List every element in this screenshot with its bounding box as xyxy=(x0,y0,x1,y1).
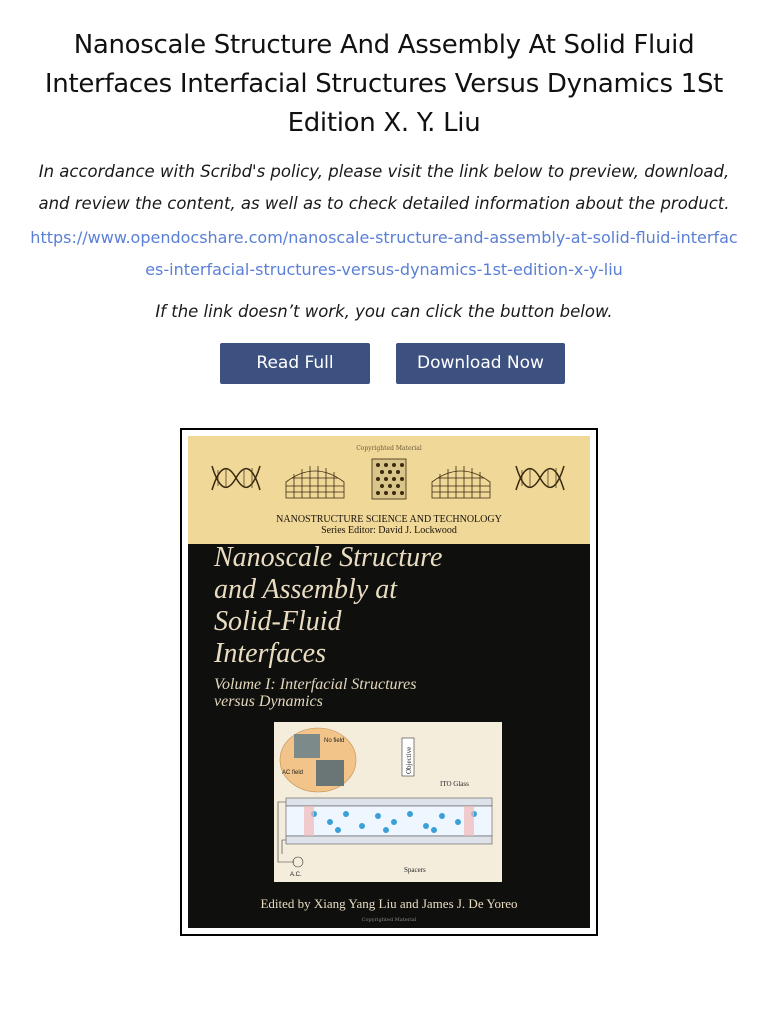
label-ac-field: AC field xyxy=(282,770,304,776)
fallback-notice: If the link doesn’t work, you can click the button below. xyxy=(155,302,613,321)
cover-copyright-bottom: Copyrighted Material xyxy=(361,917,417,923)
spacer-right xyxy=(464,806,474,836)
dna-helix-illustration-left xyxy=(210,458,262,498)
cover-title-line: Solid-Fluid xyxy=(214,606,342,637)
cover-editors: Edited by Xiang Yang Liu and James J. De Yoreo xyxy=(260,896,518,911)
product-link[interactable]: https://www.opendocshare.com/nanoscale-structure-and-assembly-at-solid-fluid-interfaces-interfacial-structures-versus-dynamics-1st-edition-x-y-liu xyxy=(30,228,738,279)
cover-copyright-top: Copyrighted Material xyxy=(356,445,422,452)
book-cover-art xyxy=(188,436,590,928)
crystal-lattice-illustration-right xyxy=(430,458,492,502)
policy-notice: In accordance with Scribd's policy, please visit the link below to preview, download, and review the content, as well as to check detailed information about the product. xyxy=(38,162,730,213)
ac-field-micrograph xyxy=(316,760,344,786)
cover-subtitle-line: versus Dynamics xyxy=(214,693,323,710)
cover-subtitle xyxy=(214,676,584,710)
page-title: Nanoscale Structure And Assembly At Solid Fluid Interfaces Interfacial Structures Versus Dynamics 1St Edition X. Y. Liu xyxy=(44,30,724,138)
spacer-left xyxy=(304,806,314,836)
molecular-grid-illustration xyxy=(371,458,407,500)
label-no-field: No field xyxy=(324,738,345,744)
label-ito-glass: ITO Glass xyxy=(440,780,469,788)
dna-helix-illustration-right xyxy=(514,458,566,498)
cover-title-line: Nanoscale Structure xyxy=(214,542,443,573)
cover-subtitle-line: Volume I: Interfacial Structures xyxy=(214,676,417,693)
book-cover xyxy=(180,428,598,936)
cover-title xyxy=(214,542,584,670)
crystal-lattice-illustration-left xyxy=(284,458,346,502)
label-spacers: Spacers xyxy=(404,866,426,874)
cover-series-editor: Series Editor: David J. Lockwood xyxy=(321,525,457,536)
cover-title-line: Interfaces xyxy=(214,638,326,669)
download-now-button[interactable]: Download Now xyxy=(396,343,565,384)
cell-chamber xyxy=(286,806,492,836)
cover-title-line: and Assembly at xyxy=(214,574,398,605)
read-full-button[interactable]: Read Full xyxy=(220,343,370,384)
cover-header-band xyxy=(188,436,590,544)
no-field-micrograph xyxy=(294,734,320,758)
label-objective: Objective xyxy=(405,746,413,774)
cover-diagram xyxy=(274,722,502,882)
cover-series-name: NANOSTRUCTURE SCIENCE AND TECHNOLOGY xyxy=(276,514,502,525)
cover-series-info xyxy=(188,514,590,536)
label-ac-source: A.C. xyxy=(290,872,302,878)
